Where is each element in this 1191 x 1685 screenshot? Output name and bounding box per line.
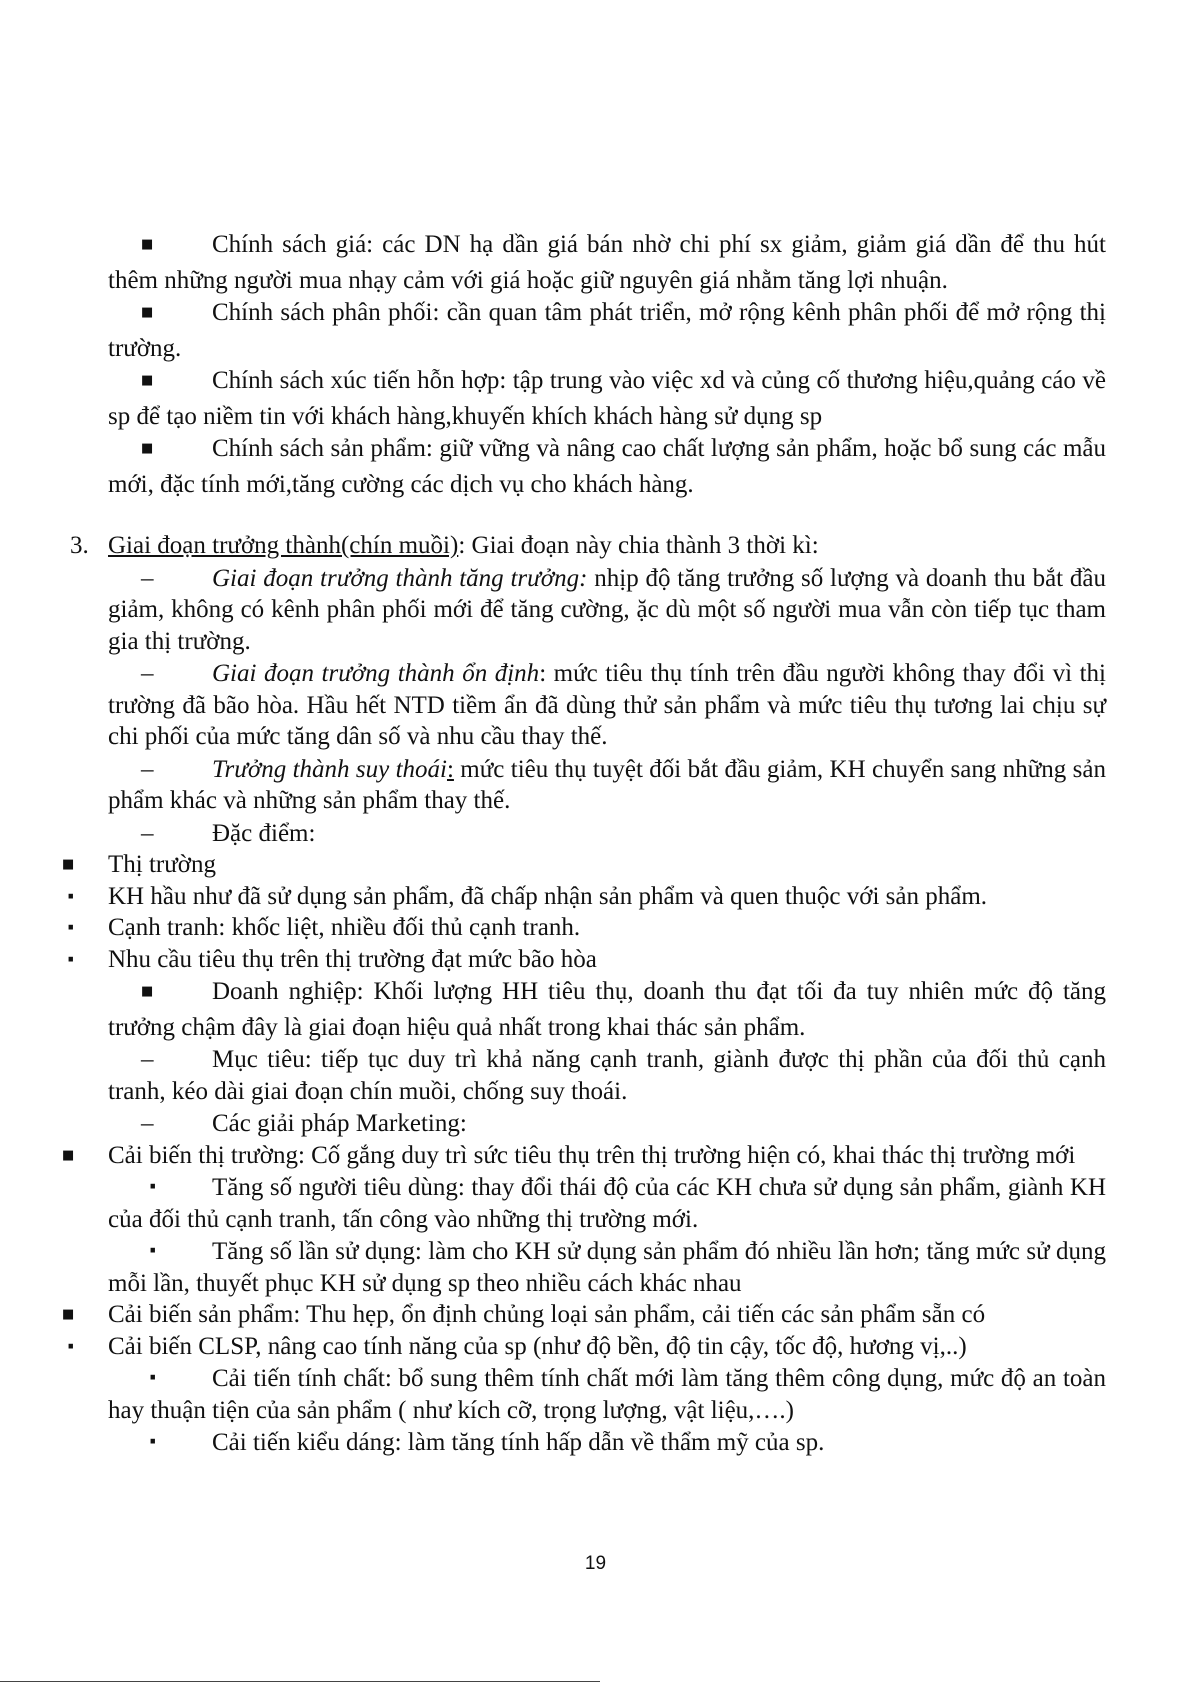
- square-bullet-icon: ■: [62, 857, 75, 872]
- list-item-distribution-policy: ■ Chính sách phân phối: cần quan tâm phát triển, mở rộng kênh phân phối để mở rộng thị trường.: [108, 296, 1106, 364]
- market-heading: ■ Thị trường: [62, 849, 1106, 881]
- square-bullet-icon: ■: [62, 1147, 75, 1163]
- square-bullet-icon: ■: [141, 984, 154, 999]
- improvement-item: · Cải tiến kiểu dáng: làm tăng tính hấp dẫn về thẩm mỹ của sp.: [108, 1426, 1106, 1459]
- dot-bullet-icon: ·: [148, 1363, 158, 1392]
- section-number: 3.: [70, 532, 89, 559]
- dot-bullet-icon: ·: [66, 944, 76, 974]
- section-title: Giai đoạn trưởng thành(chín muồi): [108, 532, 459, 559]
- dot-bullet-icon: ·: [148, 1236, 158, 1265]
- square-bullet-icon: ■: [141, 237, 154, 252]
- dash-bullet-icon: –: [141, 1110, 154, 1137]
- dot-bullet-icon: ·: [66, 913, 76, 942]
- product-modification: ■ Cải biến sản phẩm: Thu hẹp, ổn định chủng loại sản phẩm, cải tiến các sản phẩm sẵn có: [62, 1299, 1106, 1331]
- page-number: 19: [584, 1553, 607, 1574]
- dot-bullet-icon: ·: [148, 1427, 158, 1456]
- dash-bullet-icon: –: [141, 755, 154, 783]
- period-stable: – Giai đoạn trưởng thành ổn định: mức tiêu thụ tính trên đầu người không thay đổi vì thị trường đã bão hòa. Hầu hết NTD tiềm ẩn đã dùng thử sản phẩm và mức tiêu thụ tương lai chịu sự chi phối của mức tăng dân số và nhu cầu thay thế.: [108, 657, 1106, 753]
- dash-bullet-icon: –: [141, 819, 154, 847]
- market-mod-point: · Tăng số người tiêu dùng: thay đổi thái độ của các KH chưa sử dụng sản phẩm, giành KH của đối thủ cạnh tranh, tấn công vào những thị trường mới.: [108, 1172, 1107, 1233]
- market-mod-point: · Tăng số lần sử dụng: làm cho KH sử dụng sản phẩm đó nhiều lần hơn; tăng mức sử dụng mỗi lần, thuyết phục KH sử dụng sp theo nhiều cách khác nhau: [108, 1236, 1106, 1297]
- solutions-label: – Các giải pháp Marketing:: [108, 1107, 1106, 1140]
- divider: [0, 1681, 600, 1682]
- dash-bullet-icon: –: [141, 660, 154, 687]
- market-modification: ■ Cải biến thị trường: Cố gắng duy trì sức tiêu thụ trên thị trường hiện có, khai thác thị trường mới: [62, 1140, 1106, 1172]
- dot-bullet-icon: ·: [148, 1172, 158, 1201]
- square-bullet-icon: ■: [141, 305, 154, 320]
- improvement-item: · Cải tiến tính chất: bổ sung thêm tính chất mới làm tăng thêm công dụng, mức độ an toàn hay thuận tiện của sản phẩm ( như kích cỡ, trọng lượng, vật liệu,….): [108, 1363, 1107, 1424]
- features-label: – Đặc điểm:: [108, 817, 1106, 850]
- enterprise-item: ■ Doanh nghiệp: Khối lượng HH tiêu thụ, doanh thu đạt tối đa tuy nhiên mức độ tăng trưởng chậm đây là giai đoạn hiệu quả nhất trong khai thác sản phẩm.: [108, 975, 1106, 1043]
- list-item-price-policy: ■ Chính sách giá: các DN hạ dần giá bán nhờ chi phí sx giảm, giảm giá dần để thu hút thêm những người mua nhạy cảm với giá hoặc giữ nguyên giá nhằm tăng lợi nhuận.: [108, 228, 1106, 296]
- square-bullet-icon: ■: [141, 373, 154, 388]
- market-point: · Nhu cầu tiêu thụ trên thị trường đạt mức bão hòa: [62, 944, 1106, 976]
- period-decline: – Trưởng thành suy thoái: mức tiêu thụ tuyệt đối bắt đầu giảm, KH chuyển sang những sản phẩm khác và những sản phẩm thay thế.: [108, 753, 1106, 817]
- dash-bullet-icon: –: [141, 564, 154, 592]
- spacer: [108, 500, 1106, 530]
- market-point: · KH hầu như đã sử dụng sản phẩm, đã chấp nhận sản phẩm và quen thuộc với sản phẩm.: [62, 881, 1106, 913]
- dash-bullet-icon: –: [141, 1046, 154, 1073]
- square-bullet-icon: ■: [62, 1307, 75, 1322]
- list-item-product-policy: ■ Chính sách sản phẩm: giữ vững và nâng cao chất lượng sản phẩm, hoặc bổ sung các mẫu mới, đặc tính mới,tăng cường các dịch vụ cho khách hàng.: [108, 432, 1106, 500]
- dot-bullet-icon: ·: [66, 881, 76, 911]
- section-heading: 3. Giai đoạn trưởng thành(chín muồi): Giai đoạn này chia thành 3 thời kì:: [70, 530, 1106, 562]
- market-point: · Cạnh tranh: khốc liệt, nhiều đối thủ cạnh tranh.: [62, 912, 1106, 944]
- quality-modification: · Cải biến CLSP, nâng cao tính năng của sp (như độ bền, độ tin cậy, tốc độ, hương vị,..): [62, 1331, 1106, 1363]
- square-bullet-icon: ■: [141, 441, 154, 456]
- goal-item: – Mục tiêu: tiếp tục duy trì khả năng cạnh tranh, giành được thị phần của đối thủ cạnh tranh, kéo dài giai đoạn chín muồi, chống suy thoái.: [108, 1043, 1106, 1107]
- period-growth: – Giai đoạn trưởng thành tăng trưởng: nhịp độ tăng trưởng số lượng và doanh thu bắt đầu giảm, không có kênh phân phối mới để tăng cường, ặc dù một số người mua vẫn còn tiếp tục tham gia thị trường.: [108, 562, 1106, 658]
- page-body: [62, 228, 1107, 1459]
- list-item-promotion-policy: ■ Chính sách xúc tiến hỗn hợp: tập trung vào việc xd và củng cố thương hiệu,quảng cáo về sp để tạo niềm tin với khách hàng,khuyến khích khách hàng sử dụng sp: [108, 364, 1106, 432]
- dot-bullet-icon: ·: [66, 1331, 76, 1361]
